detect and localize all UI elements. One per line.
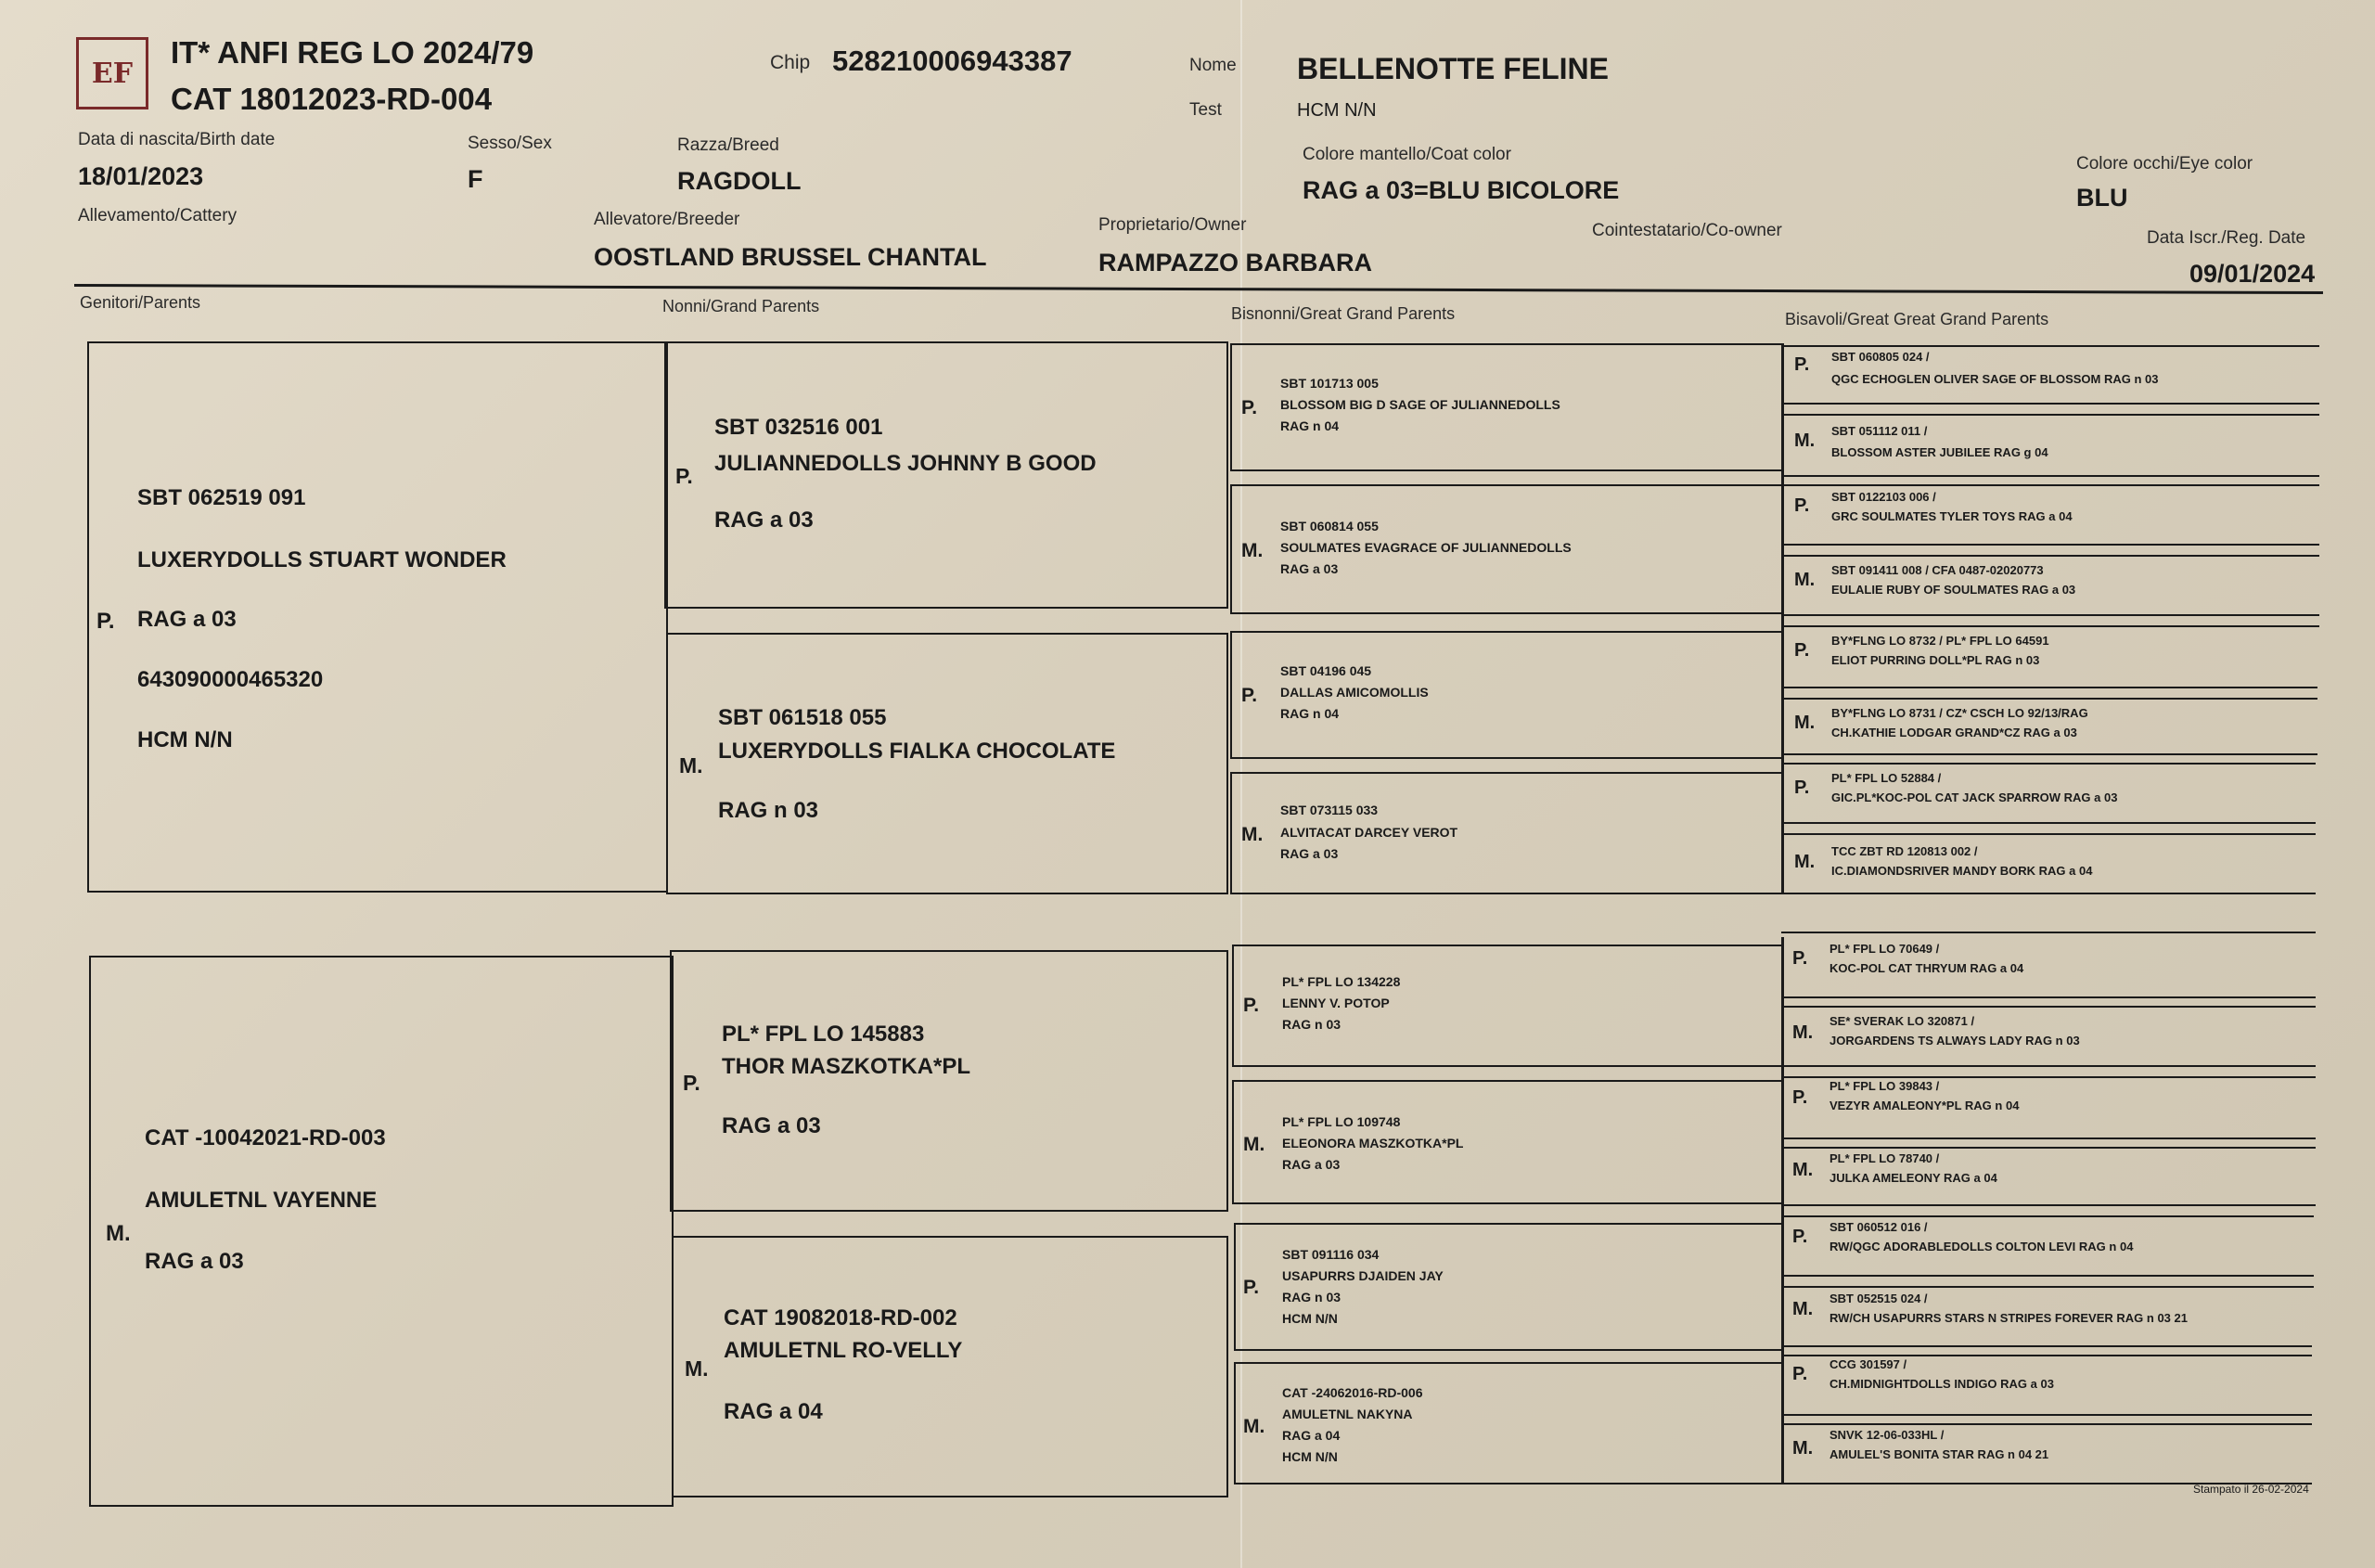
pm-marker: P.: [1794, 640, 1810, 661]
gg-rule: [1781, 414, 2319, 416]
grandparent-line: RAG n 03: [718, 798, 819, 823]
gg-rule: [1781, 893, 2316, 894]
pm-marker: M.: [685, 1356, 709, 1381]
great-grandparent-line: SBT 060814 055: [1280, 519, 1379, 533]
grandparent-box: [670, 950, 1228, 1212]
gg-line: CCG 301597 /: [1829, 1357, 1907, 1371]
pm-marker: P.: [1794, 778, 1810, 798]
gg-line: SBT 051112 011 /: [1831, 424, 1928, 438]
great-grandparent-line: SBT 101713 005: [1280, 376, 1379, 391]
pm-marker: P.: [675, 464, 693, 488]
pm-marker: M.: [1794, 431, 1816, 451]
eye-label: Colore occhi/Eye color: [2076, 154, 2253, 174]
col-gg-grandparents: Bisavoli/Great Great Grand Parents: [1785, 310, 2049, 328]
test-value: HCM N/N: [1297, 100, 1377, 121]
print-date: Stampato il 26-02-2024: [2193, 1483, 2309, 1496]
grandparent-line: RAG a 03: [722, 1113, 821, 1138]
gg-line: EULALIE RUBY OF SOULMATES RAG a 03: [1831, 583, 2076, 597]
test-label: Test: [1189, 100, 1222, 120]
cattery-label: Allevamento/Cattery: [78, 206, 238, 225]
great-grandparent-line: RAG n 04: [1280, 418, 1340, 433]
pm-marker: P.: [1241, 685, 1258, 706]
name-label: Nome: [1189, 56, 1237, 75]
great-grandparent-line: BLOSSOM BIG D SAGE OF JULIANNEDOLLS: [1280, 397, 1560, 412]
pm-marker: P.: [1241, 397, 1258, 418]
breeder-value: OOSTLAND BRUSSEL CHANTAL: [594, 243, 987, 271]
breeder-label: Allevatore/Breeder: [594, 210, 740, 229]
coowner-label: Cointestatario/Co-owner: [1592, 221, 1782, 240]
gg-rule: [1781, 544, 2319, 546]
gg-line: BY*FLNG LO 8731 / CZ* CSCH LO 92/13/RAG: [1831, 706, 2088, 720]
pm-marker: P.: [1243, 1277, 1260, 1298]
gg-line: RW/QGC ADORABLEDOLLS COLTON LEVI RAG n 04: [1829, 1240, 2134, 1253]
gg-rule: [1781, 1065, 2316, 1067]
regdate-label: Data Iscr./Reg. Date: [2147, 228, 2306, 248]
parent-line: RAG a 03: [137, 607, 237, 632]
great-grandparent-line: RAG n 03: [1282, 1017, 1342, 1032]
gg-line: SBT 0122103 006 /: [1831, 490, 1936, 504]
gg-rule: [1781, 763, 2316, 765]
gg-line: JORGARDENS TS ALWAYS LADY RAG n 03: [1829, 1034, 2080, 1047]
grandparent-line: SBT 032516 001: [714, 415, 883, 440]
gg-rule: [1781, 698, 2317, 700]
gg-line: SE* SVERAK LO 320871 /: [1829, 1014, 1975, 1028]
chip-number: 528210006943387: [832, 45, 1072, 77]
gg-line: PL* FPL LO 39843 /: [1829, 1079, 1940, 1093]
pm-marker: P.: [1794, 495, 1810, 516]
great-grandparent-line: RAG a 03: [1282, 1157, 1341, 1172]
gg-rule: [1781, 753, 2317, 755]
gg-rule: [1781, 1137, 2316, 1139]
regdate-value: 09/01/2024: [2189, 260, 2316, 288]
gg-rule: [1781, 996, 2316, 998]
gg-rule: [1781, 1286, 2314, 1288]
sex-label: Sesso/Sex: [468, 134, 552, 153]
gg-line: JULKA AMELEONY RAG a 04: [1829, 1171, 1997, 1185]
gg-line: IC.DIAMONDSRIVER MANDY BORK RAG a 04: [1831, 864, 2093, 878]
pm-marker: M.: [1792, 1299, 1814, 1319]
great-grandparent-line: RAG a 04: [1282, 1428, 1341, 1443]
great-grandparent-line: SOULMATES EVAGRACE OF JULIANNEDOLLS: [1280, 540, 1572, 555]
pm-marker: M.: [1794, 713, 1816, 733]
great-grandparent-line: DALLAS AMICOMOLLIS: [1280, 685, 1429, 700]
pm-marker: M.: [106, 1221, 131, 1246]
gg-line: KOC-POL CAT THRYUM RAG a 04: [1829, 961, 2024, 975]
chip-label: Chip: [770, 52, 811, 73]
great-grandparent-line: RAG a 03: [1280, 846, 1339, 861]
great-grandparent-line: PL* FPL LO 109748: [1282, 1114, 1401, 1129]
owner-value: RAMPAZZO BARBARA: [1098, 249, 1372, 276]
birth-label: Data di nascita/Birth date: [78, 130, 276, 149]
parent-line: LUXERYDOLLS STUART WONDER: [137, 547, 507, 572]
pm-marker: P.: [1792, 1364, 1808, 1384]
pm-marker: M.: [1241, 824, 1264, 845]
gg-line: GIC.PL*KOC-POL CAT JACK SPARROW RAG a 03: [1831, 790, 2118, 804]
gg-line: VEZYR AMALEONY*PL RAG n 04: [1829, 1099, 2020, 1112]
great-grandparent-line: ALVITACAT DARCEY VEROT: [1280, 825, 1458, 840]
cat-id: CAT 18012023-RD-004: [171, 82, 493, 116]
grandparent-line: JULIANNEDOLLS JOHNNY B GOOD: [714, 451, 1097, 476]
grandparent-line: RAG a 03: [714, 508, 814, 533]
gg-column-left-border-bottom: [1781, 937, 1784, 1484]
gg-line: PL* FPL LO 52884 /: [1831, 771, 1942, 785]
gg-rule: [1781, 1414, 2312, 1416]
gg-line: SBT 060512 016 /: [1829, 1220, 1928, 1234]
col-parents: Genitori/Parents: [80, 293, 201, 312]
great-grandparent-line: RAG n 03: [1282, 1290, 1342, 1305]
gg-line: GRC SOULMATES TYLER TOYS RAG a 04: [1831, 509, 2073, 523]
pm-marker: P.: [1792, 1087, 1808, 1108]
anfi-logo: EF: [76, 37, 148, 109]
gg-rule: [1781, 1275, 2314, 1277]
great-grandparent-line: PL* FPL LO 134228: [1282, 974, 1401, 989]
pm-marker: M.: [1794, 852, 1816, 872]
parent-line: RAG a 03: [145, 1249, 244, 1274]
pm-marker: M.: [1794, 570, 1816, 590]
gg-line: PL* FPL LO 78740 /: [1829, 1151, 1940, 1165]
gg-line: SBT 052515 024 /: [1829, 1292, 1928, 1305]
grandparent-line: PL* FPL LO 145883: [722, 1022, 925, 1047]
great-grandparent-line: HCM N/N: [1282, 1449, 1338, 1464]
grandparent-line: CAT 19082018-RD-002: [724, 1305, 957, 1330]
gg-rule: [1781, 484, 2319, 486]
pm-marker: M.: [1792, 1160, 1814, 1180]
pm-marker: P.: [1792, 1227, 1808, 1247]
grandparent-box: [672, 1236, 1228, 1497]
great-grandparent-line: SBT 04196 045: [1280, 663, 1372, 678]
breed-value: RAGDOLL: [677, 167, 802, 195]
parent-box-dam: [89, 956, 674, 1507]
gg-rule: [1781, 614, 2319, 616]
pm-marker: P.: [1792, 948, 1808, 969]
gg-line: PL* FPL LO 70649 /: [1829, 942, 1940, 956]
registration-number: IT* ANFI REG LO 2024/79: [171, 35, 534, 70]
grandparent-line: LUXERYDOLLS FIALKA CHOCOLATE: [718, 739, 1116, 764]
gg-line: ELIOT PURRING DOLL*PL RAG n 03: [1831, 653, 2040, 667]
pm-marker: M.: [1792, 1438, 1814, 1459]
gg-rule: [1781, 932, 2316, 933]
gg-line: AMULEL'S BONITA STAR RAG n 04 21: [1829, 1447, 2049, 1461]
gg-rule: [1781, 687, 2317, 688]
birth-date: 18/01/2023: [78, 162, 204, 190]
gg-rule: [1781, 1345, 2312, 1347]
gg-rule: [1781, 1204, 2316, 1206]
parent-line: 643090000465320: [137, 667, 324, 692]
sex-value: F: [468, 165, 483, 193]
great-grandparent-line: USAPURRS DJAIDEN JAY: [1282, 1268, 1444, 1283]
gg-rule: [1781, 833, 2316, 835]
gg-rule: [1781, 555, 2319, 557]
great-grandparent-line: RAG n 04: [1280, 706, 1340, 721]
coat-value: RAG a 03=BLU BICOLORE: [1303, 176, 1620, 204]
parent-line: AMULETNL VAYENNE: [145, 1188, 378, 1213]
grandparent-line: RAG a 04: [724, 1399, 823, 1424]
gg-line: BY*FLNG LO 8732 / PL* FPL LO 64591: [1831, 634, 2049, 648]
col-great-grandparents: Bisnonni/Great Grand Parents: [1231, 304, 1456, 323]
great-grandparent-line: SBT 073115 033: [1280, 803, 1379, 817]
gg-rule: [1781, 822, 2316, 824]
gg-rule: [1781, 625, 2319, 627]
great-grandparent-line: AMULETNL NAKYNA: [1282, 1407, 1413, 1421]
gg-line: SNVK 12-06-033HL /: [1829, 1428, 1945, 1442]
grandparent-line: THOR MASZKOTKA*PL: [722, 1054, 970, 1079]
pm-marker: P.: [1243, 995, 1260, 1016]
pm-marker: P.: [683, 1071, 700, 1095]
pm-marker: P.: [96, 609, 115, 634]
cat-name: BELLENOTTE FELINE: [1297, 52, 1609, 85]
gg-line: SBT 091411 008 / CFA 0487-02020773: [1831, 563, 2044, 577]
pm-marker: P.: [1794, 354, 1810, 375]
great-grandparent-line: ELEONORA MASZKOTKA*PL: [1282, 1136, 1464, 1150]
gg-rule: [1781, 1006, 2316, 1008]
gg-line: CH.MIDNIGHTDOLLS INDIGO RAG a 03: [1829, 1377, 2054, 1391]
pm-marker: M.: [1792, 1022, 1814, 1043]
gg-line: CH.KATHIE LODGAR GRAND*CZ RAG a 03: [1831, 726, 2077, 739]
pm-marker: M.: [1243, 1416, 1265, 1437]
great-grandparent-line: LENNY V. POTOP: [1282, 996, 1390, 1010]
gg-line: TCC ZBT RD 120813 002 /: [1831, 844, 1978, 858]
gg-line: QGC ECHOGLEN OLIVER SAGE OF BLOSSOM RAG n 03: [1831, 372, 2159, 386]
pm-marker: M.: [1243, 1134, 1265, 1155]
parent-line: SBT 062519 091: [137, 485, 306, 510]
gg-rule: [1781, 403, 2319, 405]
gg-rule: [1781, 475, 2319, 477]
great-grandparent-line: SBT 091116 034: [1282, 1247, 1380, 1262]
grandparent-line: SBT 061518 055: [718, 705, 887, 730]
eye-value: BLU: [2076, 184, 2128, 212]
gg-line: BLOSSOM ASTER JUBILEE RAG g 04: [1831, 445, 2048, 459]
coat-label: Colore mantello/Coat color: [1303, 145, 1511, 164]
grandparent-line: AMULETNL RO-VELLY: [724, 1338, 963, 1363]
col-grandparents: Nonni/Grand Parents: [662, 297, 820, 315]
great-grandparent-line: RAG a 03: [1280, 561, 1339, 576]
breed-label: Razza/Breed: [677, 135, 779, 155]
parent-line: HCM N/N: [137, 727, 233, 752]
pm-marker: M.: [679, 753, 703, 778]
gg-line: RW/CH USAPURRS STARS N STRIPES FOREVER RAG n 03 21: [1829, 1311, 2188, 1325]
pm-marker: M.: [1241, 540, 1264, 561]
gg-line: SBT 060805 024 /: [1831, 350, 1930, 364]
great-grandparent-line: CAT -24062016-RD-006: [1282, 1385, 1423, 1400]
parent-line: CAT -10042021-RD-003: [145, 1125, 386, 1150]
great-grandparent-line: HCM N/N: [1282, 1311, 1338, 1326]
gg-column-left-border-top: [1781, 343, 1784, 894]
owner-label: Proprietario/Owner: [1098, 215, 1247, 235]
